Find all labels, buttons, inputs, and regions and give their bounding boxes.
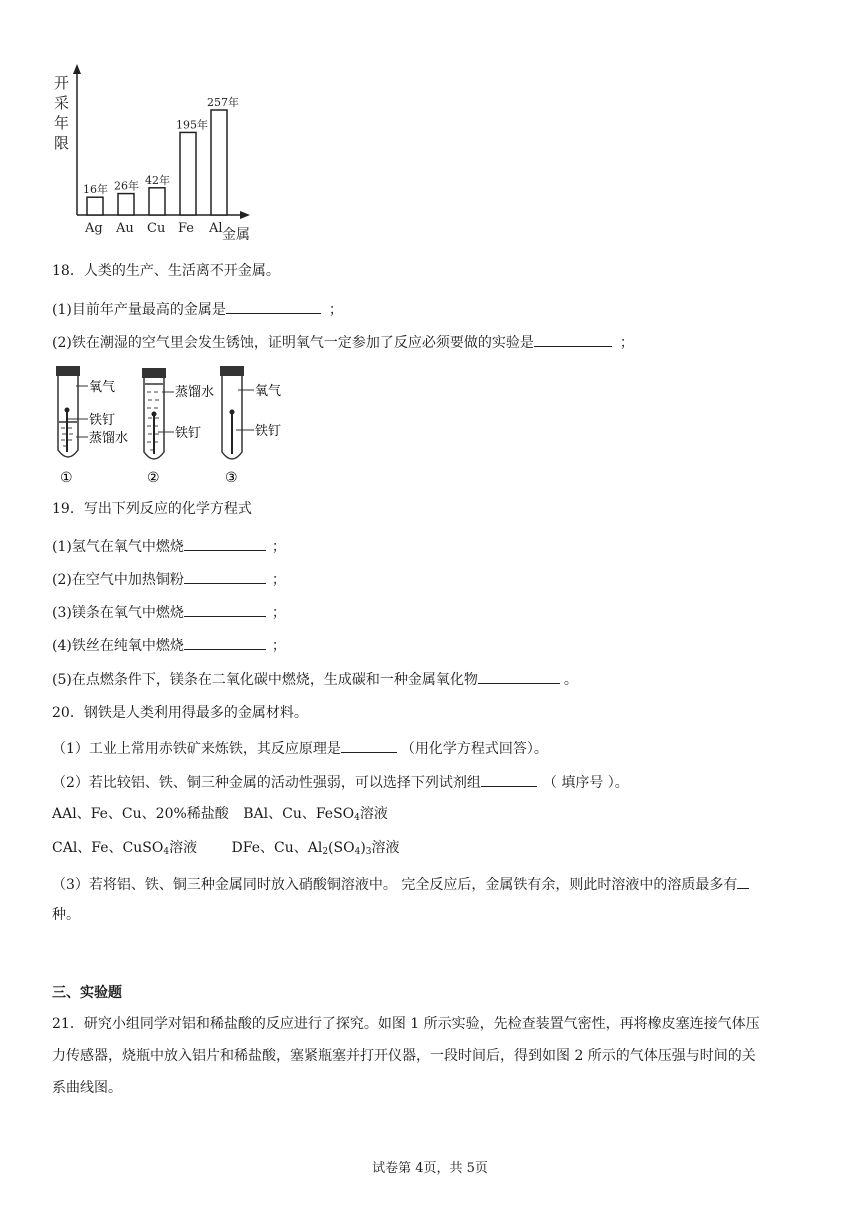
q20-option-d-text2: (SO: [328, 840, 355, 856]
q20-option-d-text3: ): [360, 840, 366, 856]
q20-part2-blank[interactable]: [481, 772, 537, 787]
data-label-fe: 195年: [176, 118, 208, 132]
test-tube-2: [142, 368, 214, 486]
q20-part3-text: （3）若将铝、铁、铜三种金属同时放入硝酸铜溶液中。 完全反应后，金属铁有余，则此时溶液中的溶质最多有: [52, 877, 738, 893]
q19-part1-end: ；: [271, 539, 286, 555]
q20-option-d: [232, 840, 400, 856]
q18-part1-text: (1)目前年产量最高的金属是: [52, 302, 226, 318]
q19-part5-end: 。: [563, 672, 578, 688]
q19-part4-end: ；: [271, 638, 286, 654]
test-tube-1: [56, 366, 128, 486]
q21-line3: 系曲线图。: [52, 1080, 122, 1096]
x-tick-label-fe: Fe: [178, 221, 195, 236]
q18-part1-blank[interactable]: [226, 299, 321, 314]
q20-option-c-end: 溶液: [169, 840, 198, 856]
data-label-au: 26年: [114, 179, 139, 193]
q19-part4: [52, 635, 286, 655]
q20-options-ab: [52, 805, 388, 827]
q20-stem: 20．钢铁是人类利用得最多的金属材料。: [52, 705, 308, 721]
q19-part2: [52, 569, 286, 589]
q18-part2-text: (2)铁在潮湿的空气里会发生锈蚀，证明氧气一定参加了反应必须要做的实验是: [52, 335, 534, 351]
x-axis-arrow: [240, 211, 250, 219]
q21-line2: 力传感器，烧瓶中放入铝片和稀盐酸，塞紧瓶塞并打开仪器，一段时间后，得到如图 2 所示的气体压强与时间的关: [52, 1048, 756, 1064]
q20-option-d-sub3: 3: [365, 847, 372, 857]
page-footer: 试卷第 4页，共 5页: [372, 1161, 488, 1176]
bar-ag: [87, 197, 103, 215]
tube2-label-water: 蒸馏水: [175, 385, 215, 400]
tube1-number: ①: [60, 470, 73, 486]
q20-option-b: [243, 806, 388, 822]
q19-part3-end: ；: [271, 605, 286, 621]
tube1-label-nail: 铁钉: [89, 413, 116, 428]
q20-part1: [52, 738, 548, 758]
q20-option-d-text1: DFe、Cu、Al: [231, 840, 323, 856]
bar-au: [118, 194, 134, 215]
tube2-number: ②: [147, 470, 160, 486]
q19-part2-end: ；: [271, 572, 286, 588]
q19-part5: [52, 669, 578, 689]
q20-option-d-sub2: 4: [354, 847, 361, 857]
test-tube-3: [220, 366, 281, 486]
q20-part3: [52, 874, 749, 894]
q20-option-c: [52, 840, 197, 856]
y-axis-label-char: 年: [54, 114, 70, 132]
q21-line1: 21．研究小组同学对铝和稀盐酸的反应进行了探究。如图 1 所示实验，先检查装置气密性，再将橡皮塞连接气体压: [52, 1016, 760, 1032]
tube1-label-oxygen: 氧气: [89, 380, 116, 395]
iron-rust-test-tubes-figure: [50, 362, 300, 487]
x-tick-label-au: Au: [116, 221, 134, 236]
q20-part3-end: 种。: [52, 907, 80, 923]
q18-part1: [52, 299, 343, 319]
q19-part3-blank[interactable]: [184, 602, 266, 617]
x-tick-label-ag: Ag: [85, 221, 103, 236]
mining-years-bar-chart: [50, 60, 260, 245]
q20-part1-end: （用化学方程式回答）。: [400, 741, 548, 757]
q20-option-c-text: CAl、Fe、CuSO: [52, 840, 164, 856]
q19-part1-text: (1)氢气在氧气中燃烧: [52, 539, 184, 555]
bar-cu: [149, 188, 165, 215]
q20-option-b-text: BAl、Cu、FeSO: [243, 806, 355, 822]
q19-part5-blank[interactable]: [478, 669, 560, 684]
x-axis-label: 金属: [222, 227, 250, 243]
q19-part4-text: (4)铁丝在纯氧中燃烧: [52, 638, 184, 654]
y-axis-label-char: 限: [54, 134, 70, 152]
x-tick-label-al: Al: [209, 221, 223, 236]
q20-part2-end: （ 填序号 ）。: [542, 775, 629, 791]
y-axis-arrow: [73, 64, 81, 74]
data-label-ag: 16年: [83, 183, 108, 197]
q20-option-b-sub: 4: [354, 813, 360, 823]
data-label-al: 257年: [207, 96, 239, 109]
q20-options-cd: [52, 839, 400, 861]
q20-option-b-end: 溶液: [359, 806, 388, 822]
q19-part2-text: (2)在空气中加热铜粉: [52, 572, 184, 588]
q19-part3-text: (3)镁条在氧气中燃烧: [52, 605, 184, 621]
q18-stem: 18．人类的生产、生活离不开金属。: [52, 263, 280, 279]
q19-part4-blank[interactable]: [184, 635, 266, 650]
q19-part1-blank[interactable]: [184, 536, 266, 551]
q20-option-a: AAl、Fe、Cu、20%稀盐酸: [52, 806, 229, 822]
q19-stem: 19．写出下列反应的化学方程式: [52, 501, 252, 517]
y-axis-label: [54, 74, 69, 152]
bar-al: [211, 110, 227, 215]
q18-part2-blank[interactable]: [534, 332, 612, 347]
tube1-label-water: 蒸馏水: [89, 431, 129, 446]
tube2-label-nail: 铁钉: [175, 426, 202, 441]
q20-part3-blank[interactable]: [737, 874, 749, 889]
bar-fe: [180, 132, 196, 215]
tube3-label-oxygen: 氧气: [255, 384, 282, 399]
q19-part3: [52, 602, 286, 622]
q20-option-c-sub: 4: [163, 847, 170, 857]
q19-part2-blank[interactable]: [184, 569, 266, 584]
x-tick-label-cu: Cu: [147, 221, 166, 236]
y-axis-label-char: 开: [54, 74, 70, 92]
q20-part1-text: （1）工业上常用赤铁矿来炼铁，其反应原理是: [52, 741, 341, 757]
y-axis-label-char: 采: [54, 94, 70, 112]
data-label-cu: 42年: [145, 173, 170, 187]
q18-part2: [52, 332, 634, 352]
q20-option-d-sub1: 2: [322, 847, 329, 857]
q20-part1-blank[interactable]: [341, 738, 397, 753]
q20-part2-text: （2）若比较铝、铁、铜三种金属的活动性强弱，可以选择下列试剂组: [52, 775, 481, 791]
q20-part2: [52, 772, 629, 792]
q19-part5-text: (5)在点燃条件下，镁条在二氧化碳中燃烧，生成碳和一种金属氧化物: [52, 672, 478, 688]
section-title-experiment: 三、实验题: [52, 985, 122, 1001]
q18-part1-end: ；: [328, 302, 343, 318]
tube3-label-nail: 铁钉: [255, 424, 282, 439]
tube3-number: ③: [225, 470, 238, 486]
q20-option-d-end: 溶液: [371, 840, 400, 856]
q18-part2-end: ；: [619, 335, 634, 351]
q19-part1: [52, 536, 286, 556]
